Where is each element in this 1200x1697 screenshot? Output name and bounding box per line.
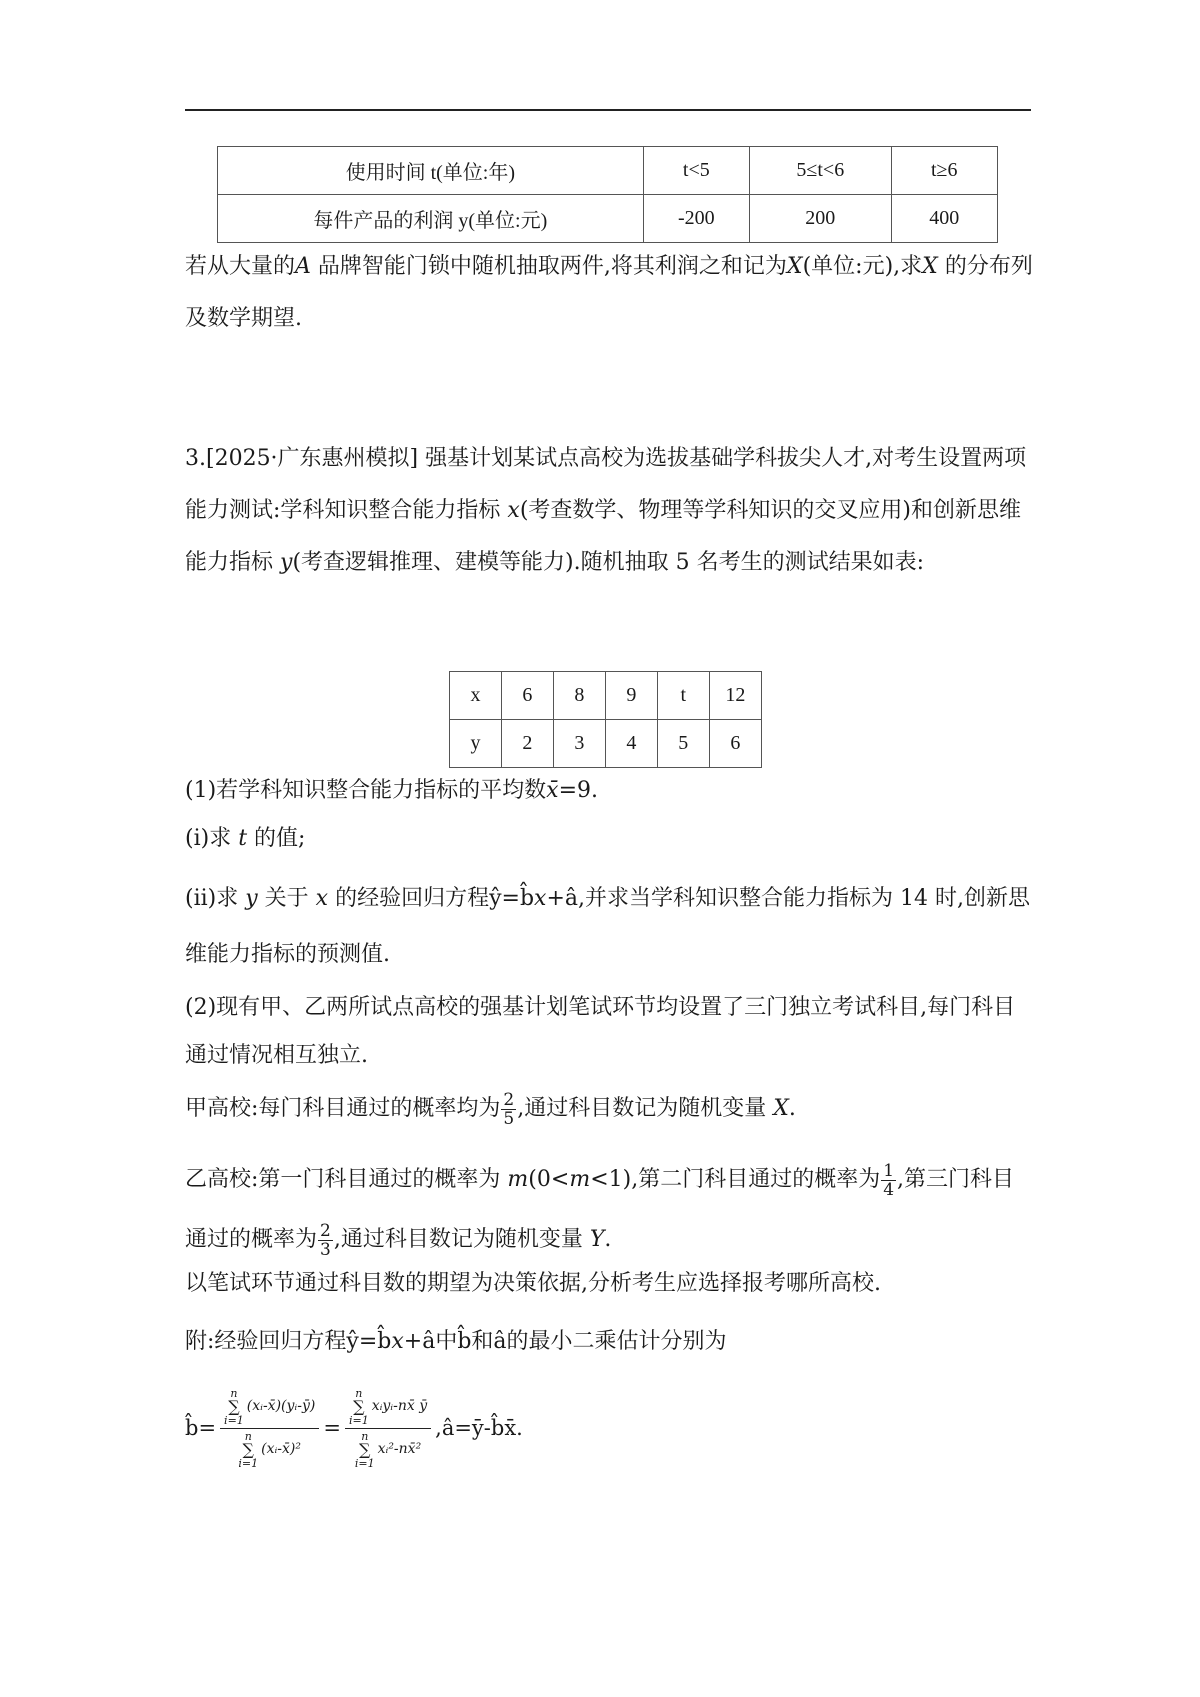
text-span: X	[773, 1096, 789, 1121]
sigma-symbol: n ∑ i=1	[348, 1386, 369, 1427]
table-cell: 12	[709, 672, 761, 720]
sum-upper: n	[361, 1429, 369, 1443]
fraction-denominator: 3	[320, 1239, 331, 1260]
sigma-symbol: n ∑ i=1	[238, 1429, 259, 1470]
formula-term: xᵢ²-nx̄²	[377, 1441, 422, 1457]
sum-upper: n	[355, 1386, 363, 1400]
text-span: y	[245, 886, 258, 911]
table-cell: 8	[553, 672, 605, 720]
text-span: 乙高校:第一门科目通过的概率为	[185, 1167, 508, 1192]
table-row	[218, 195, 998, 243]
table-cell: x	[450, 672, 502, 720]
formula-equals: =	[323, 1416, 341, 1440]
text-span: ,通过科目数记为随机变量	[517, 1096, 774, 1121]
fraction-denominator	[351, 1429, 425, 1469]
text-span: <1),第二门科目通过的概率为	[590, 1167, 881, 1192]
least-squares-formula	[185, 1378, 523, 1478]
sum-upper: n	[230, 1386, 238, 1400]
table-cell: 每件产品的利润 y(单位:元)	[218, 195, 644, 243]
text-span: (2)现有甲、乙两所试点高校的强基计划笔试环节均设置了三门独立考试科目,每门科目通过情况相互独立.	[185, 995, 1016, 1068]
sigma-symbol: n ∑ i=1	[224, 1386, 244, 1427]
sum-lower: i=1	[354, 1456, 375, 1470]
text-span: m	[569, 1167, 591, 1192]
sum-lower: i=1	[348, 1413, 369, 1427]
fraction-numerator	[220, 1388, 319, 1429]
text-span: y	[280, 550, 293, 575]
text-span: 甲高校:每门科目通过的概率均为	[185, 1096, 501, 1121]
fraction-numerator	[345, 1388, 431, 1429]
table-row	[450, 672, 762, 720]
text-span: .	[604, 1227, 612, 1252]
text-span: x	[507, 498, 520, 523]
text-span: (1)若学科知识整合能力指标的平均数	[185, 778, 547, 803]
text-span: ,第三门科目通过的概率为	[185, 1167, 1015, 1252]
table-cell: 使用时间 t(单位:年)	[218, 147, 644, 195]
table-cell: t	[657, 672, 709, 720]
text-span: 附:经验回归方程ŷ=b̂	[185, 1329, 392, 1354]
fraction	[881, 1162, 896, 1199]
part-1-ii-text	[185, 871, 1035, 983]
fraction-numerator: 2	[503, 1089, 515, 1110]
text-span: t	[238, 826, 248, 851]
text-span: (单位:元),求	[802, 254, 923, 279]
appendix-text	[185, 1318, 1035, 1366]
text-span: 以笔试环节通过科目数的期望为决策依据,分析考生应选择报考哪所高校.	[185, 1271, 881, 1296]
formula-lhs: b̂=	[185, 1416, 217, 1440]
fraction-denominator: 4	[883, 1179, 895, 1200]
table-cell: 400	[891, 195, 997, 243]
text-span: =9.	[558, 778, 599, 803]
text-span: +â,并求当学科知识整合能力指标为 14 时,创新思维能力指标的预测值.	[185, 886, 1030, 967]
fraction-denominator: 5	[503, 1108, 515, 1129]
table-row	[450, 720, 762, 768]
text-span: .	[788, 1096, 796, 1121]
fraction	[501, 1091, 516, 1128]
formula-tail: ,â=ȳ-b̂x̄.	[435, 1416, 523, 1440]
text-span: m	[507, 1167, 529, 1192]
score-table	[449, 671, 762, 768]
text-span: x̄	[546, 778, 559, 803]
text-span: +â中b̂和â的最小二乘估计分别为	[403, 1329, 727, 1354]
text-span: x	[534, 886, 547, 911]
table-cell: t≥6	[891, 147, 997, 195]
part-1-text	[185, 768, 1035, 814]
table-cell: t<5	[643, 147, 749, 195]
school-jia-text	[185, 1084, 1035, 1134]
fraction	[318, 1222, 333, 1259]
table-cell: 3	[553, 720, 605, 768]
header-rule	[185, 109, 1031, 111]
fraction	[220, 1388, 319, 1469]
table-cell: 2	[501, 720, 553, 768]
text-span: x	[391, 1329, 404, 1354]
table-cell: 5	[657, 720, 709, 768]
text-span: 的经验回归方程ŷ=b̂	[328, 886, 535, 911]
table-cell: y	[450, 720, 502, 768]
text-span: 关于	[257, 886, 316, 911]
sum-lower: i=1	[238, 1456, 259, 1470]
text-span: (考查数学、物理等学科知识的交叉应用)和创新思维能力指标	[185, 498, 1022, 575]
table-cell: 200	[750, 195, 892, 243]
fraction-denominator	[234, 1429, 305, 1469]
text-span: ,通过科目数记为随机变量	[333, 1227, 590, 1252]
table-cell: 6	[501, 672, 553, 720]
sum-lower: i=1	[224, 1413, 244, 1427]
text-span: 若从大量的	[185, 254, 296, 279]
sigma-symbol: n ∑ i=1	[354, 1429, 375, 1470]
text-span: 的值;	[247, 826, 306, 851]
part-2-text	[185, 984, 1035, 1080]
text-span: A	[295, 254, 311, 279]
text-span: 品牌智能门锁中随机抽取两件,将其利润之和记为	[310, 254, 787, 279]
school-yi-text	[185, 1150, 1035, 1270]
formula-term: xᵢyᵢ-nx̄ ȳ	[371, 1398, 428, 1414]
text-span: 的分布列及数学期望.	[185, 254, 1033, 331]
formula-term: (xᵢ-x̄)²	[261, 1441, 301, 1457]
question-3-intro	[185, 433, 1035, 589]
sum-upper: n	[244, 1429, 252, 1443]
decision-text	[185, 1260, 1035, 1308]
text-span: X	[922, 254, 938, 279]
profit-table	[217, 146, 998, 243]
table-cell: 4	[605, 720, 657, 768]
question-2-text	[185, 241, 1035, 345]
text-span: (0<	[528, 1167, 570, 1192]
text-span: (i)求	[185, 826, 239, 851]
text-span: (ii)求	[185, 886, 246, 911]
text-span: Y	[589, 1227, 605, 1252]
table-cell: 9	[605, 672, 657, 720]
fraction-numerator: 1	[883, 1160, 895, 1181]
part-1-i-text	[185, 816, 1035, 862]
table-cell: 6	[709, 720, 761, 768]
text-span: (考查逻辑推理、建模等能力).随机抽取 5 名考生的测试结果如表:	[292, 550, 924, 575]
fraction-numerator: 2	[320, 1220, 331, 1241]
text-span: x	[315, 886, 329, 911]
text-span: X	[786, 254, 803, 279]
text-span: 3.[2025·广东惠州模拟] 强基计划某试点高校为选拔基础学科拔尖人才,对考生设置两项能力测试:学科知识整合能力指标	[185, 446, 1027, 523]
table-cell: -200	[643, 195, 749, 243]
fraction	[345, 1388, 431, 1469]
table-cell: 5≤t<6	[750, 147, 892, 195]
formula-term: (xᵢ-x̄)(yᵢ-ȳ)	[246, 1398, 316, 1414]
table-row	[218, 147, 998, 195]
